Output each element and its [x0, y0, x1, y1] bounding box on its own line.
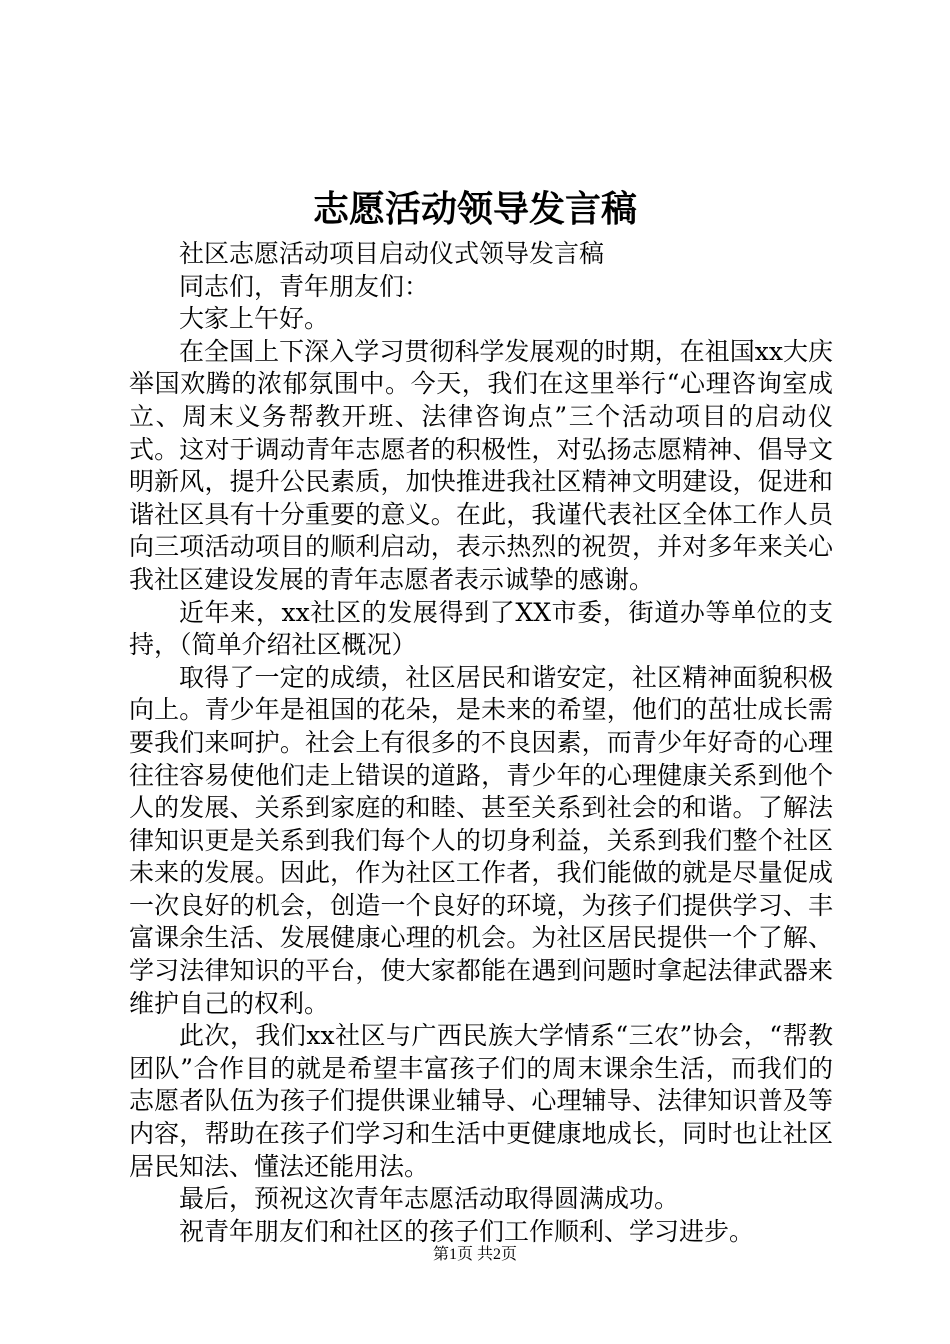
body-paragraph: 取得了一定的成绩，社区居民和谐安定，社区精神面貌积极向上。青少年是祖国的花朵，是未来的希望，他们的茁壮成长需要我们来呵护。社会上有很多的不良因素，而青少年好奇的心理往往容易使他们走上错误的道路，青少年的心理健康关系到他个人的发展、关系到家庭的和睦、甚至关系到社会的和谐。了解法律知识更是关系到我们每个人的切身利益，关系到我们整个社区未来的发展。因此，作为社区工作者，我们能做的就是尽量促成一次良好的机会，创造一个良好的环境，为孩子们提供学习、丰富课余生活、发展健康心理的机会。为社区居民提供一个了解、学习法律知识的平台，使大家都能在遇到问题时拿起法律武器来维护自己的权利。 — [129, 662, 833, 1018]
body-paragraph: 近年来，xx社区的发展得到了XX市委，街道办等单位的支持，（简单介绍社区概况） — [129, 597, 833, 660]
page-footer: 第1页 共2页 — [432, 1246, 517, 1263]
document-title: 志愿活动领导发言稿 — [312, 188, 637, 230]
closing-paragraph: 祝青年朋友们和社区的孩子们工作顺利、学习进步。 — [179, 1216, 755, 1246]
salutation-paragraph: 同志们，青年朋友们： — [179, 271, 430, 301]
subtitle-paragraph: 社区志愿活动项目启动仪式领导发言稿 — [179, 239, 605, 268]
body-paragraph: 在全国上下深入学习贯彻科学发展观的时期，在祖国xx大庆举国欢腾的浓郁氛围中。今天，我们在这里举行“心理咨询室成立、周末义务帮教开班、法律咨询点”三个活动项目的启动仪式。这对于调动青年志愿者的积极性，对弘扬志愿精神、倡导文明新风，提升公民素质，加快推进我社区精神文明建设，促进和谐社区具有十分重要的意义。在此，我谨代表社区全体工作人员向三项活动项目的顺利启动，表示热烈的祝贺，并对多年来关心我社区建设发展的青年志愿者表示诚挚的感谢。 — [129, 336, 833, 594]
document-body — [129, 238, 833, 1248]
greeting-paragraph: 大家上午好。 — [179, 304, 330, 334]
closing-paragraph: 最后，预祝这次青年志愿活动取得圆满成功。 — [179, 1184, 680, 1214]
body-paragraph: 此次，我们xx社区与广西民族大学情系“三农”协会，“帮教团队”合作目的就是希望丰富孩子们的周末课余生活，而我们的志愿者队伍为孩子们提供课业辅导、心理辅导、法律知识普及等内容，帮助在孩子们学习和生活中更健康地成长，同时也让社区居民知法、懂法还能用法。 — [129, 1021, 833, 1181]
